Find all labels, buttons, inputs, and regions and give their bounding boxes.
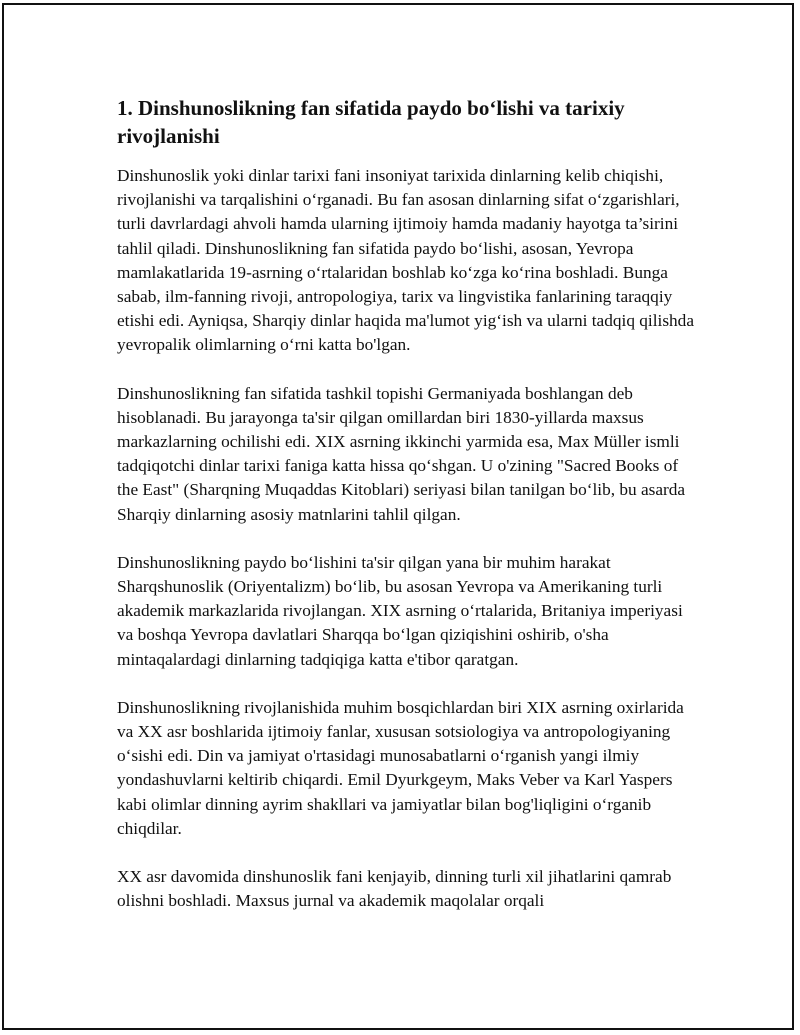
document-body — [117, 94, 697, 937]
paragraph-5: XX asr davomida dinshunoslik fani kenjayib, dinning turli xil jihatlarini qamrab olishni boshladi. Maxsus jurnal va akademik maqolalar orqali — [117, 867, 672, 911]
paragraph-2: Dinshunoslikning fan sifatida tashkil topishi Germaniyada boshlangan deb hisoblanadi. Bu jarayonga ta'sir qilgan omillardan biri 1830-yillarda maxsus markazlarning ochilishi edi. XIX asrning ikkinchi yarmida esa, Max Müller ismli tadqiqotchi dinlar tarixi faniga katta hissa qo‘shgan. U o'zining "Sacred Books of the East" (Sharqning Muqaddas Kitoblari) seriyasi bilan tanilgan bo‘lib, bu asarda Sharqiy dinlarning asosiy matnlarini tahlil qilgan. — [117, 383, 686, 524]
paragraph-3: Dinshunoslikning paydo bo‘lishini ta'sir qilgan yana bir muhim harakat Sharqshunoslik (Oriyentalizm) bo‘lib, bu asosan Yevropa va Amerikaning turli akademik markazlarida rivojlangan. XIX asrning o‘rtalarida, Britaniya imperiyasi va boshqa Yevropa davlatlari Sharqqa bo‘lgan qiziqishini oshirib, o'sha mintaqalardagi dinlarning tadqiqiga katta e'tibor qaratgan. — [117, 552, 683, 669]
paragraph-1: Dinshunoslik yoki dinlar tarixi fani insoniyat tarixida dinlarning kelib chiqishi, rivojlanishi va tarqalishini o‘rganadi. Bu fan asosan dinlarning sifat o‘zgarishlari, turli davrlardagi ahvoli hamda ularning ijtimoiy hamda madaniy hayotga ta’sirini tahlil qiladi. Dinshunoslikning fan sifatida paydo bo‘lishi, asosan, Yevropa mamlakatlarida 19-asrning o‘rtalaridan boshlab ko‘zga ko‘rina boshladi. Bunga sabab, ilm-fanning rivoji, antropologiya, tarix va lingvistika fanlarining taraqqiy etishi edi. Ayniqsa, Sharqiy dinlar haqida ma'lumot yig‘ish va ularni tadqiq qilishda yevropalik olimlarning o‘rni katta bo'lgan. — [117, 166, 694, 355]
section-heading: 1. Dinshunoslikning fan sifatida paydo bo‘lishi va tarixiy rivojlanishi — [117, 96, 625, 148]
paragraph-4: Dinshunoslikning rivojlanishida muhim bosqichlardan biri XIX asrning oxirlarida va XX asr boshlarida ijtimoiy fanlar, xususan sotsiologiya va antropologiyaning o‘sishi edi. Din va jamiyat o'rtasidagi munosabatlarni o‘rganish yangi ilmiy yondashuvlarni keltirib chiqardi. Emil Dyurkgeym, Maks Veber va Karl Yaspers kabi olimlar dinning ayrim shakllari va jamiyatlar bilan bog'liqligini o‘rganib chiqdilar. — [117, 697, 684, 838]
